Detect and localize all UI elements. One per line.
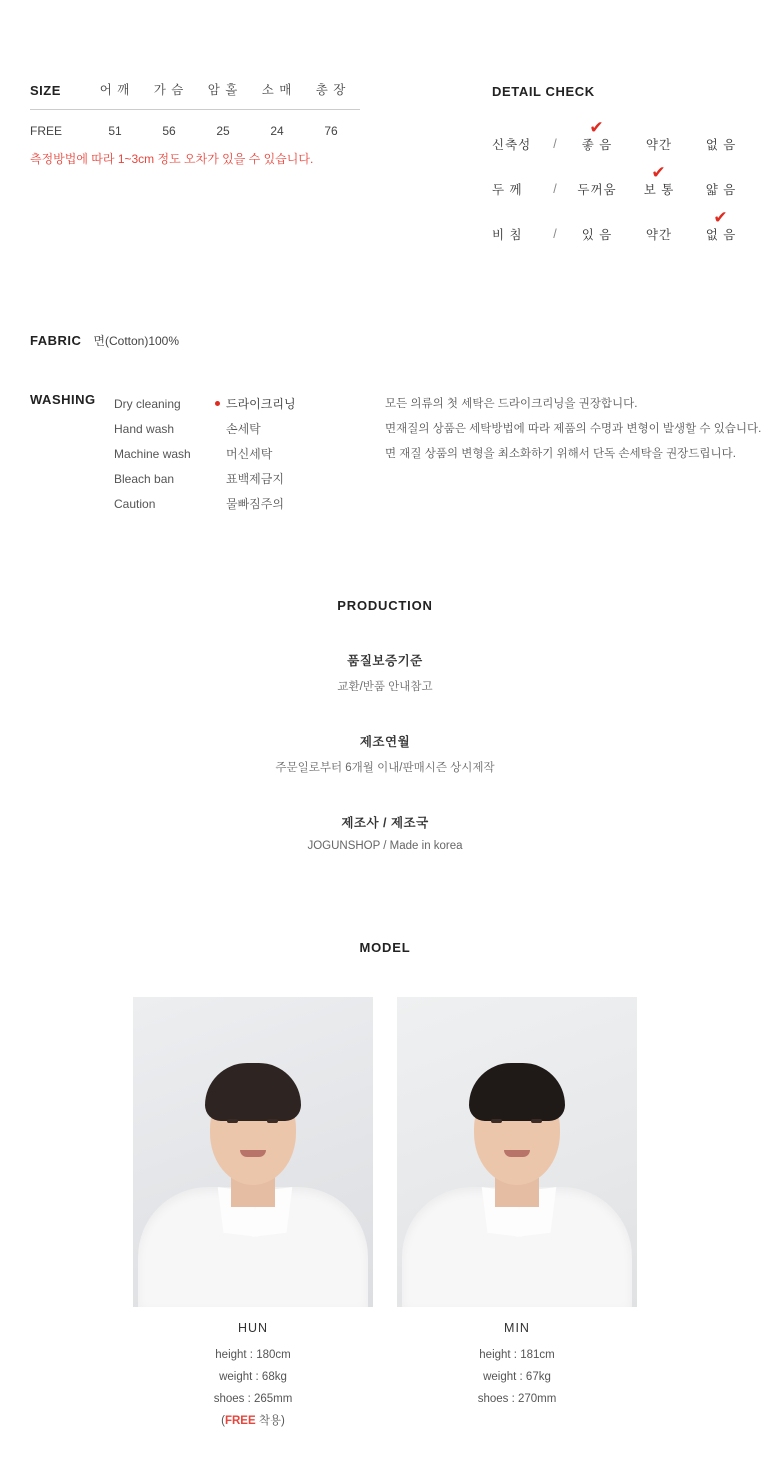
model-title: MODEL (359, 940, 411, 955)
production-group-head: 제조연월 (359, 735, 411, 749)
model-weight: weight : 68kg (219, 1371, 287, 1383)
size-column-header: 총 장 (315, 83, 347, 97)
detail-option (566, 180, 628, 198)
detail-check-row-sheerness (492, 208, 752, 251)
detail-option-label: 있 음 (581, 228, 613, 242)
model-card-hun (133, 997, 373, 1428)
size-table-section (30, 80, 360, 167)
production-group-quality (0, 651, 770, 694)
washing-description (385, 392, 770, 467)
washing-description-line: 모든 의류의 첫 세탁은 드라이크리닝을 권장합니다. (385, 398, 638, 410)
washing-description-line: 면 재질 상품의 변형을 최소화하기 위해서 단독 손세탁을 권장드립니다. (385, 448, 736, 460)
detail-option (628, 163, 690, 198)
table-row (30, 110, 360, 138)
list-item: 물빠짐주의 (226, 497, 284, 511)
fabric-label: FABRIC (30, 333, 82, 348)
model-height: height : 180cm (215, 1349, 291, 1361)
list-item: 손세탁 (226, 422, 261, 436)
model-hun-photo (133, 997, 373, 1307)
detail-option-label: 얇 음 (705, 183, 737, 197)
washing-list-english (114, 392, 234, 517)
size-column-header: 어 깨 (99, 83, 131, 97)
size-value: 56 (162, 124, 176, 138)
production-group-date (0, 732, 770, 775)
detail-option-label: 약간 (645, 138, 673, 152)
list-item: 표백제금지 (226, 472, 284, 486)
detail-row-label: 신축성 (492, 138, 532, 152)
production-group-head: 품질보증기준 (347, 654, 423, 668)
detail-check-section (492, 84, 752, 262)
model-name: MIN (504, 1321, 530, 1335)
detail-row-slash: / (553, 137, 557, 151)
detail-option (566, 225, 628, 243)
size-value: 51 (108, 124, 122, 138)
production-title: PRODUCTION (337, 598, 433, 613)
size-row-label: FREE (30, 124, 63, 138)
size-value: 24 (270, 124, 284, 138)
model-spec (397, 1344, 637, 1410)
detail-row-slash: / (553, 227, 557, 241)
washing-list-korean (226, 392, 356, 517)
bullet-dot-icon (215, 401, 220, 406)
list-item: Machine wash (114, 447, 191, 461)
size-title: SIZE (30, 83, 61, 98)
detail-option-label: 약간 (645, 228, 673, 242)
detail-option (628, 135, 690, 153)
model-card-row (0, 997, 770, 1428)
detail-option-label: 없 음 (705, 228, 737, 242)
detail-option-label: 좋 음 (581, 138, 613, 152)
detail-option (690, 135, 752, 153)
washing-label: WASHING (30, 392, 96, 407)
model-spec (133, 1344, 373, 1410)
list-item-selected (226, 392, 356, 417)
fabric-section (30, 332, 179, 349)
wear-size-badge: FREE (224, 1415, 256, 1427)
model-section (0, 940, 770, 1428)
production-group-body: 교환/반품 안내참고 (337, 681, 433, 693)
detail-row-label: 비 침 (492, 228, 523, 242)
list-item: Caution (114, 497, 156, 511)
detail-option-label: 두꺼움 (577, 183, 617, 197)
check-mark-icon: ✔ (589, 118, 605, 138)
size-value: 25 (216, 124, 230, 138)
model-wear-size (133, 1412, 373, 1428)
detail-option-label: 보 통 (643, 183, 675, 197)
list-item: Dry cleaning (114, 397, 181, 411)
fabric-value: 면(Cotton)100% (93, 334, 180, 348)
detail-option (628, 225, 690, 243)
detail-check-title: DETAIL CHECK (492, 84, 595, 99)
photo-eye-right (531, 1119, 542, 1123)
production-section (0, 598, 770, 852)
detail-option (690, 208, 752, 243)
size-table-header (30, 80, 360, 110)
wear-prefix: ( (221, 1415, 225, 1427)
photo-eye-right (267, 1119, 278, 1123)
check-mark-icon: ✔ (713, 208, 729, 228)
model-card-min (397, 997, 637, 1428)
list-item: 머신세탁 (226, 447, 273, 461)
model-weight: weight : 67kg (483, 1371, 551, 1383)
model-shoes: shoes : 265mm (213, 1393, 293, 1405)
check-mark-icon: ✔ (651, 163, 667, 183)
model-name: HUN (237, 1321, 269, 1335)
size-column-header: 가 슴 (153, 83, 185, 97)
detail-option-label: 없 음 (705, 138, 737, 152)
model-height: height : 181cm (479, 1349, 555, 1361)
photo-mouth (504, 1150, 530, 1157)
detail-check-row-elasticity (492, 118, 752, 161)
photo-eye-left (491, 1119, 502, 1123)
size-measure-note: 측정방법에 따라 1~3cm 정도 오차가 있을 수 있습니다. (30, 152, 314, 166)
production-group-head: 제조사 / 제조국 (341, 816, 429, 830)
photo-mouth (240, 1150, 266, 1157)
model-shoes: shoes : 270mm (477, 1393, 557, 1405)
wear-suffix: 착용) (255, 1415, 285, 1427)
production-group-maker (0, 813, 770, 852)
washing-description-line: 면재질의 상품은 세탁방법에 따라 제품의 수명과 변형이 발생할 수 있습니다. (385, 423, 762, 435)
model-min-photo (397, 997, 637, 1307)
detail-row-label: 두 께 (492, 183, 523, 197)
detail-option (690, 180, 752, 198)
detail-check-row-thickness (492, 163, 752, 206)
production-group-body: 주문일로부터 6개월 이내/판매시즌 상시제작 (275, 762, 495, 774)
size-column-header: 소 매 (261, 83, 293, 97)
size-column-header: 암 홀 (207, 83, 239, 97)
detail-row-slash: / (553, 182, 557, 196)
list-item: Hand wash (114, 422, 175, 436)
photo-eye-left (227, 1119, 238, 1123)
production-group-body: JOGUNSHOP / Made in korea (307, 840, 463, 852)
list-item: Bleach ban (114, 472, 175, 486)
list-item-label: 드라이크리닝 (226, 397, 296, 411)
size-value: 76 (324, 124, 338, 138)
detail-option (566, 118, 628, 153)
